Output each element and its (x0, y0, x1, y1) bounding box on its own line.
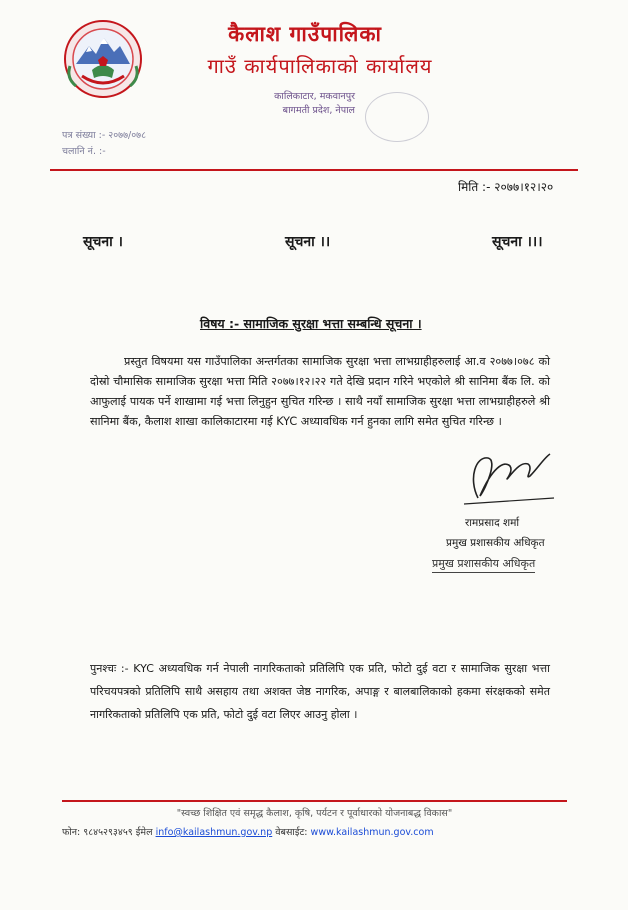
designation-stamp: प्रमुख प्रशासकीय अधिकृत (432, 556, 535, 573)
office-seal-stamp (365, 92, 429, 142)
letter-body: प्रस्तुत विषयमा यस गाउँपालिका अन्तर्गतका सामाजिक सुरक्षा भत्ता लाभग्राहीहरुलाई आ.व २०७७।०७८ को दोस्रो चौमासिक सामाजिक सुरक्षा भत्ता मिति २०७७।१२।२२ गते देखि प्रदान गरिने भएकोले श्री सानिमा बैंक लि. को आफुलाई पायक पर्ने शाखामा गई भत्ता लिनुहुन सुचित गरिन्छ । साथै नयाँ सामाजिक सुरक्षा भत्ता लाभग्राहीहरुले श्री सानिमा बैंक, कैलाश शाखा कालिकाटारमा गई KYC अध्यावधिक गर्न हुनका लागि समेत सुचित गरिन्छ । (90, 355, 550, 428)
office-title: कैलाश गाउँपालिका (228, 22, 382, 46)
office-address-line1: कालिकाटार, मकवानपुर (274, 91, 355, 102)
letter-subject: विषय :- सामाजिक सुरक्षा भत्ता सम्बन्धि सूचना । (200, 316, 422, 331)
notice-heading-2: सूचना ।। (285, 234, 331, 250)
email-label: ईमेल (135, 827, 153, 838)
phone-label: फोन: (62, 827, 81, 838)
signature-icon (458, 438, 556, 510)
office-subtitle: गाउँ कार्यपालिकाको कार्यालय (207, 54, 433, 78)
dispatch-number: चलानि नं. :- (62, 146, 106, 157)
signatory-name: रामप्रसाद शर्मा (465, 517, 520, 529)
reference-number: पत्र संख्या :- २०७७/०७८ (62, 130, 147, 141)
footer-contact (62, 825, 434, 838)
office-address-line2: बागमती प्रदेश, नेपाल (282, 105, 355, 116)
notice-heading-1: सूचना । (83, 234, 123, 250)
website-link[interactable]: www.kailashmun.gov.com (310, 827, 434, 838)
signatory-designation: प्रमुख प्रशासकीय अधिकृत (446, 537, 545, 549)
nepal-emblem-icon (62, 18, 144, 100)
footer-divider (62, 800, 567, 802)
postscript-text: पुनश्चः :- KYC अध्यवधिक गर्न नेपाली नागरिकताको प्रतिलिपि एक प्रति, फोटो दुई वटा र सामाजिक सुरक्षा भत्ता परिचयपत्रको प्रतिलिपि साथै असहाय तथा अशक्त जेष्ठ नागरिक, अपाङ्ग र बालबालिकाको हकमा संरक्षकको समेत नागरिकताको प्रतिलिपि एक प्रति, फोटो दुई वटा लिएर आउनु होला । (90, 662, 550, 721)
phone-number: ९८४५२९३४५९ (83, 827, 133, 838)
email-link[interactable]: info@kailashmun.gov.np (155, 827, 273, 838)
letter-date: मिति :- २०७७।१२।२० (458, 180, 554, 194)
footer-motto: "स्वच्छ शिक्षित एवं समृद्ध कैलाश, कृषि, पर्यटन र पूर्वाधारको योजनाबद्ध विकास" (176, 808, 453, 819)
notice-heading-3: सूचना ।।। (492, 234, 543, 250)
website-label: वेबसाईट: (275, 827, 308, 838)
header-divider (50, 169, 578, 171)
